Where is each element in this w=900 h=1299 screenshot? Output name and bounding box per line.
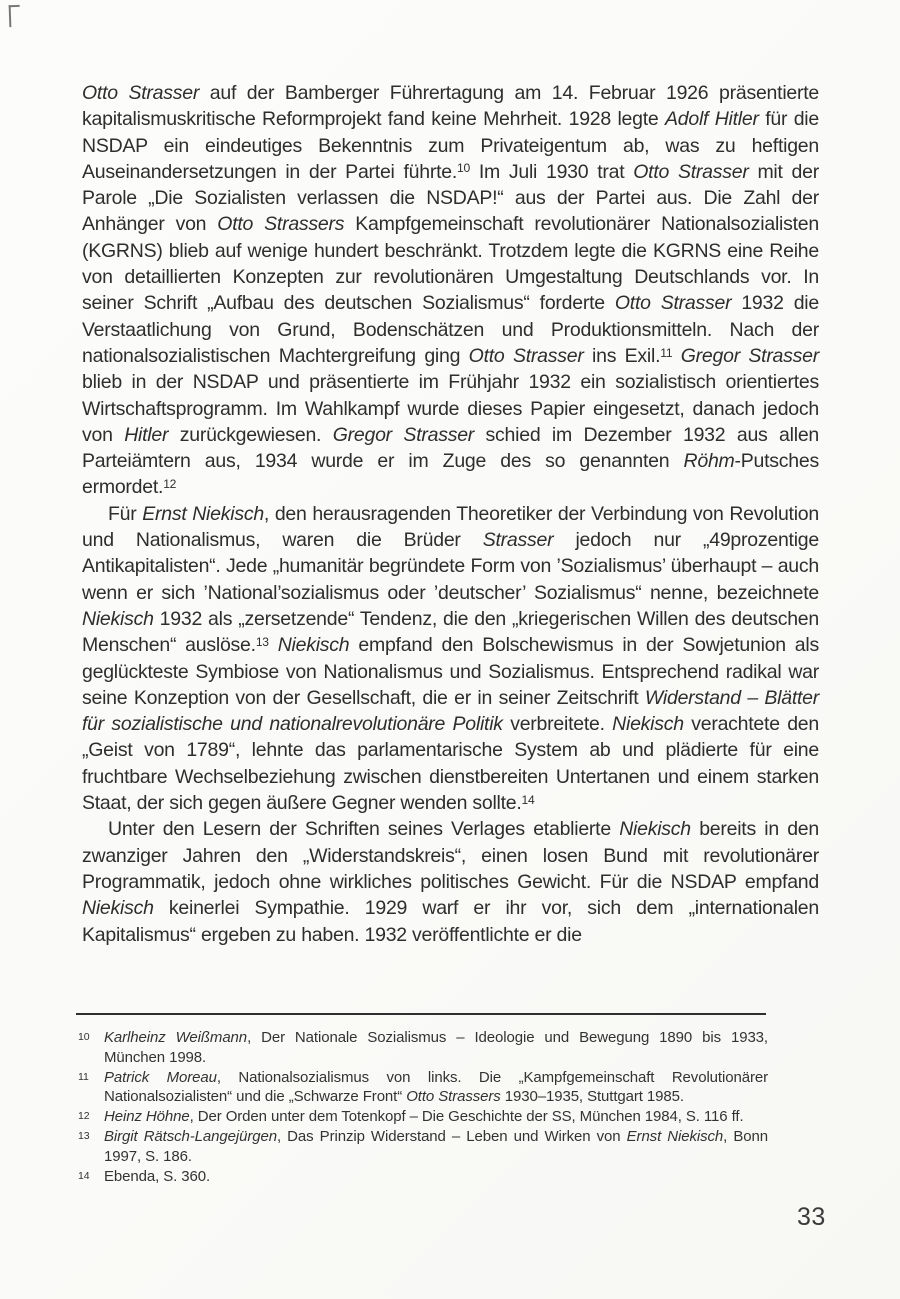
footnotes-section: [76, 1013, 768, 1186]
page-number: 33: [797, 1203, 826, 1231]
footnote-text: Karlheinz Weißmann, Der Nationale Sozialismus – Ideologie und Bewegung 1890 bis 1933, München 1998.: [104, 1029, 768, 1066]
footnote-text: Heinz Höhne, Der Orden unter dem Totenkopf – Die Geschichte der SS, München 1984, S. 116 ff.: [104, 1108, 744, 1126]
footnote-number: 14: [78, 1169, 90, 1182]
footnote-text: Ebenda, S. 360.: [104, 1167, 211, 1185]
footnote-number: 11: [78, 1070, 89, 1083]
footnote-text: Patrick Moreau, Nationalsozialismus von links. Die „Kampfgemeinschaft Revolutionärer Nationalsozialisten“ und die „Schwarze Front“ Otto Strassers 1930–1935, Stuttgart 1985.: [104, 1068, 768, 1106]
footnote-12: [76, 1107, 768, 1127]
footnote-14: [76, 1167, 768, 1187]
body-paragraph-2: Für Ernst Niekisch, den herausragenden Theoretiker der Verbindung von Revolution und Nationalismus, waren die Brüder Strasser jedoch nur „49prozentige Antikapitalisten“. Jede „humanitär begründete Form von ’Sozialismus’ überhaupt – auch wenn er sich ’National’sozialismus oder ’deutscher’ Sozialismus“ nenne, bezeichnete Niekisch 1932 als „zersetzende“ Tendenz, die den „kriegerischen Willen des deutschen Menschen“ auslöse.$^{13}$ Niekisch empfand den Bolschewismus in der Sowjetunion als geglückteste Symbiose von Nationalismus und Sozialismus. Entsprechend radikal war seine Konzeption von der Gesellschaft, die er in seiner Zeitschrift Widerstand – Blätter für sozialistische und nationalrevolutionäre Politik verbreitete. Niekisch verachtete den „Geist von 1789“, lehnte das parlamentarische System ab und plädierte für eine fruchtbare Wechselbeziehung zwischen dienstbereiten Untertanen und einem starken Staat, der sich gegen äußere Gegner wenden sollte.$^{14}$: [82, 502, 820, 815]
footnote-divider: [76, 1013, 766, 1015]
footnote-text: Birgit Rätsch-Langejürgen, Das Prinzip Widerstand – Leben und Wirken von Ernst Niekisch, Bonn 1997, S. 186.: [104, 1127, 768, 1165]
body-paragraph-1: Otto Strasser auf der Bamberger Führertagung am 14. Februar 1926 präsentierte kapitalismuskritische Reformprojekt fand keine Mehrheit. 1928 legte Adolf Hitler für die NSDAP ein eindeutiges Bekenntnis zum Privateigentum ab, was zu heftigen Auseinandersetzungen in der Partei führte.$^{10}$ Im Juli 1930 trat Otto Strasser mit der Parole „Die Sozialisten verlassen die NSDAP!“ aus der Partei aus. Die Zahl der Anhänger von Otto Strassers Kampfgemeinschaft revolutionärer Nationalsozialisten (KGRNS) blieb auf wenige hundert beschränkt. Trotzdem legte die KGRNS eine Reihe von detaillierten Konzepten zur revolutionären Umgestaltung Deutschlands vor. In seiner Schrift „Aufbau des deutschen Sozialismus“ forderte Otto Strasser 1932 die Verstaatlichung von Grund, Bodenschätzen und Produktionsmitteln. Nach der nationalsozialistischen Machtergreifung ging Otto Strasser ins Exil.$^{11}$ Gregor Strasser blieb in der NSDAP und präsentierte im Frühjahr 1932 ein sozialistisch orientiertes Wirtschaftsprogramm. Im Wahlkampf wurde dieses Papier eingesetzt, danach jedoch von Hitler zurückgewiesen. Gregor Strasser schied im Dezember 1932 aus allen Parteiämtern aus, 1934 wurde er im Zuge des so genannten Röhm-Putsches ermordet.$^{12}$: [82, 82, 820, 499]
footnote-13: [76, 1127, 768, 1167]
body-paragraph-3: Unter den Lesern der Schriften seines Verlages etablierte Niekisch bereits in den zwanziger Jahren den „Widerstandskreis“, einen losen Bund mit revolutionärer Programmatik, jedoch ohne wirkliches politisches Gewicht. Für die NSDAP empfand Niekisch keinerlei Sympathie. 1929 warf er ihr vor, sich dem „internationalen Kapitalismus“ ergeben zu haben. 1932 veröffentlichte er die: [82, 818, 819, 946]
footnote-11: [76, 1068, 768, 1108]
scan-artifact-mark: [9, 5, 21, 27]
footnote-number: 10: [78, 1031, 90, 1043]
footnote-10: [76, 1028, 768, 1068]
footnote-number: 12: [78, 1110, 90, 1123]
footnote-number: 13: [78, 1129, 90, 1142]
body-text-block: [82, 80, 819, 948]
